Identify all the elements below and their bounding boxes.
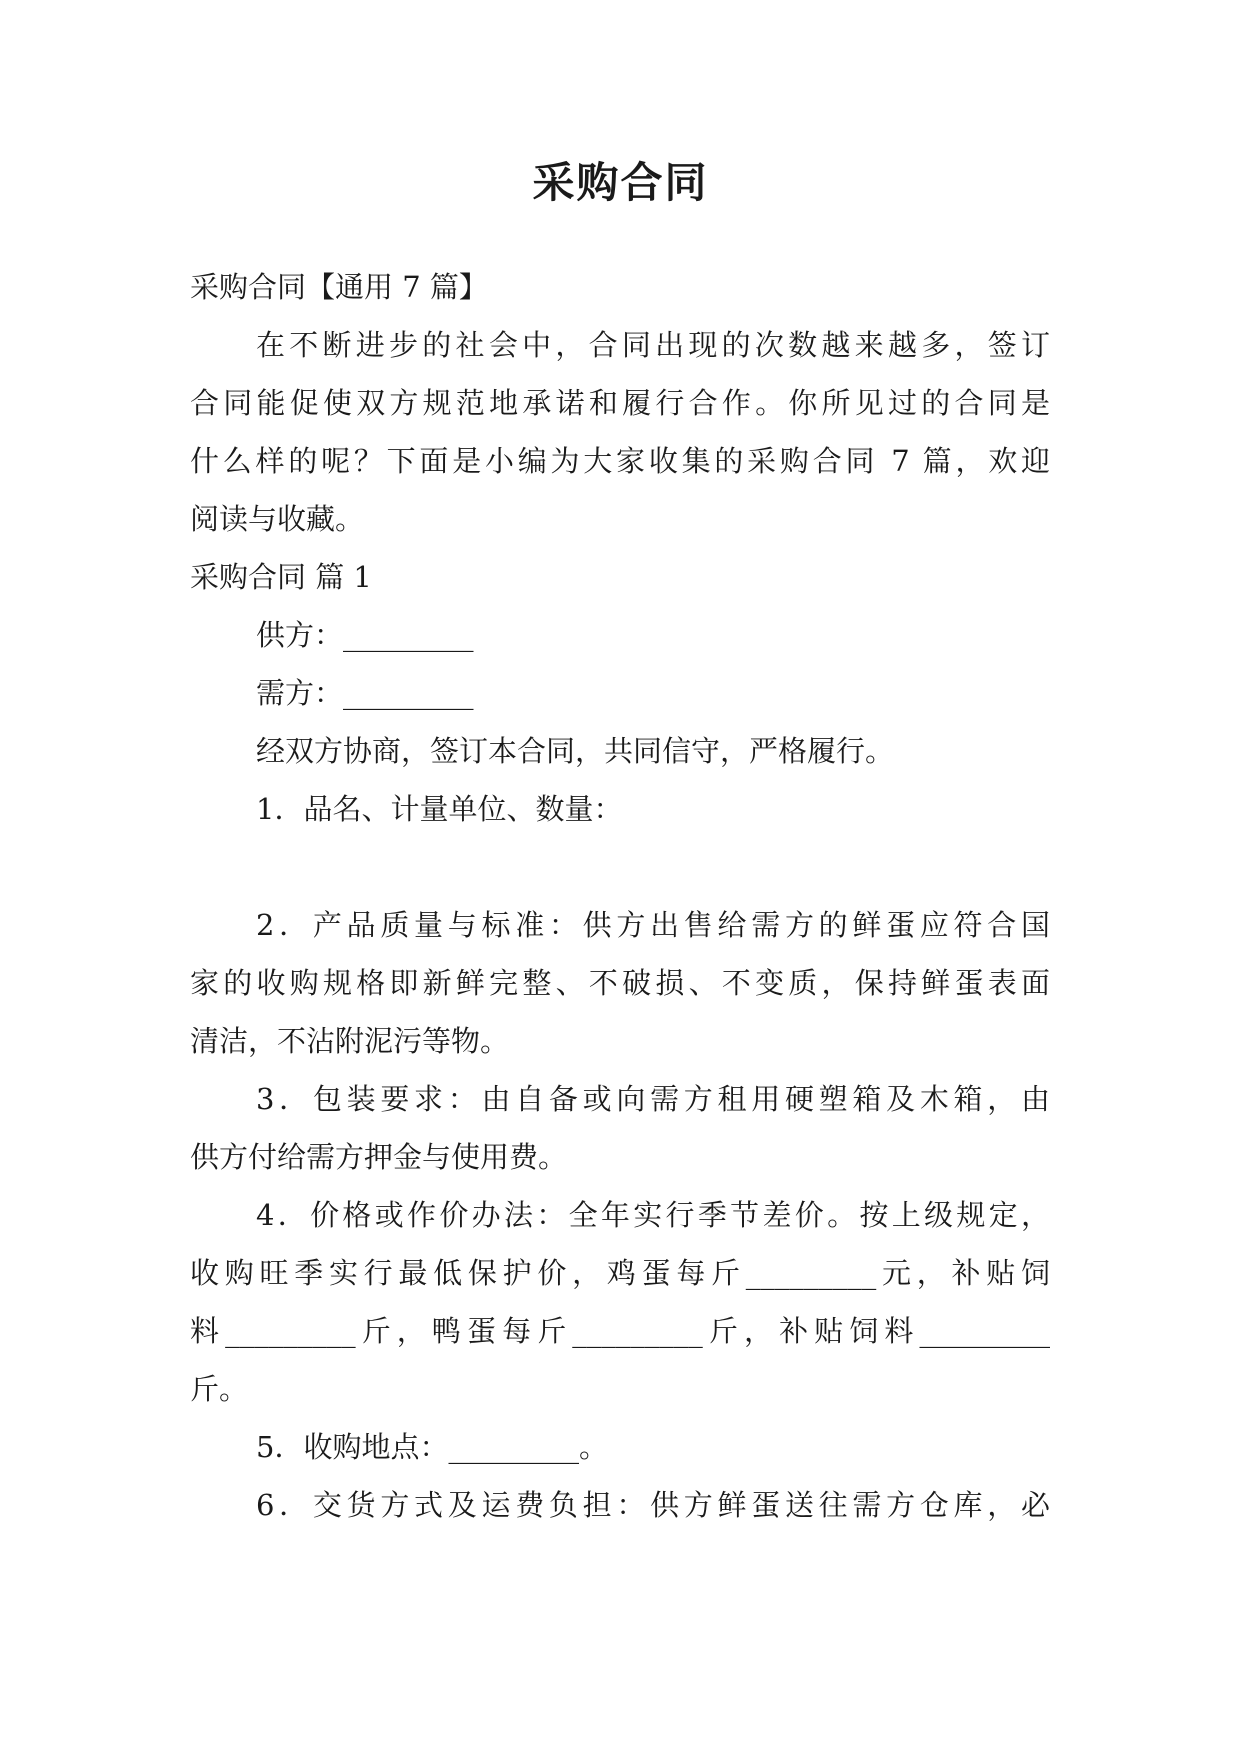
- paragraph-line: 2．产品质量与标准：供方出售给需方的鲜蛋应符合国: [256, 908, 1050, 942]
- paragraph-line: 阅读与收藏。: [190, 502, 365, 536]
- paragraph-line: 供方付给需方押金与使用费。: [190, 1140, 568, 1174]
- paragraph-line: 需方：_________: [256, 676, 474, 710]
- paragraph-line: 供方：_________: [256, 618, 474, 652]
- paragraph-line: 家的收购规格即新鲜完整、不破损、不变质，保持鲜蛋表面: [190, 966, 1050, 1000]
- paragraph-line: 采购合同【通用 7 篇】: [190, 270, 488, 304]
- paragraph-line: 合同能促使双方规范地承诺和履行合作。你所见过的合同是: [190, 386, 1050, 420]
- paragraph-line: 清洁，不沾附泥污等物。: [190, 1024, 510, 1058]
- paragraph-line: 经双方协商，签订本合同，共同信守，严格履行。: [256, 734, 895, 768]
- page-title: 采购合同: [532, 158, 709, 207]
- paragraph-line: 什么样的呢？下面是小编为大家收集的采购合同 7 篇，欢迎: [190, 444, 1050, 478]
- paragraph-line: 斤。: [190, 1372, 249, 1406]
- paragraph-line: 料_________斤，鸭蛋每斤_________斤，补贴饲料_________: [190, 1314, 1050, 1348]
- blank-line: [190, 838, 1050, 896]
- paragraph-line: 4．价格或作价办法：全年实行季节差价。按上级规定，: [256, 1198, 1050, 1232]
- paragraph-line: 1．品名、计量单位、数量：: [256, 792, 623, 826]
- paragraph-line: 6．交货方式及运费负担：供方鲜蛋送往需方仓库，必: [256, 1488, 1050, 1522]
- paragraph-line: 采购合同 篇 1: [190, 560, 372, 594]
- paragraph-line: 在不断进步的社会中，合同出现的次数越来越多，签订: [256, 328, 1050, 362]
- paragraph-line: 收购旺季实行最低保护价，鸡蛋每斤_________元，补贴饲: [190, 1256, 1050, 1290]
- document-body: [190, 258, 1050, 1534]
- paragraph-line: 3．包装要求：由自备或向需方租用硬塑箱及木箱，由: [256, 1082, 1050, 1116]
- paragraph-line: 5．收购地点：_________。: [256, 1430, 608, 1464]
